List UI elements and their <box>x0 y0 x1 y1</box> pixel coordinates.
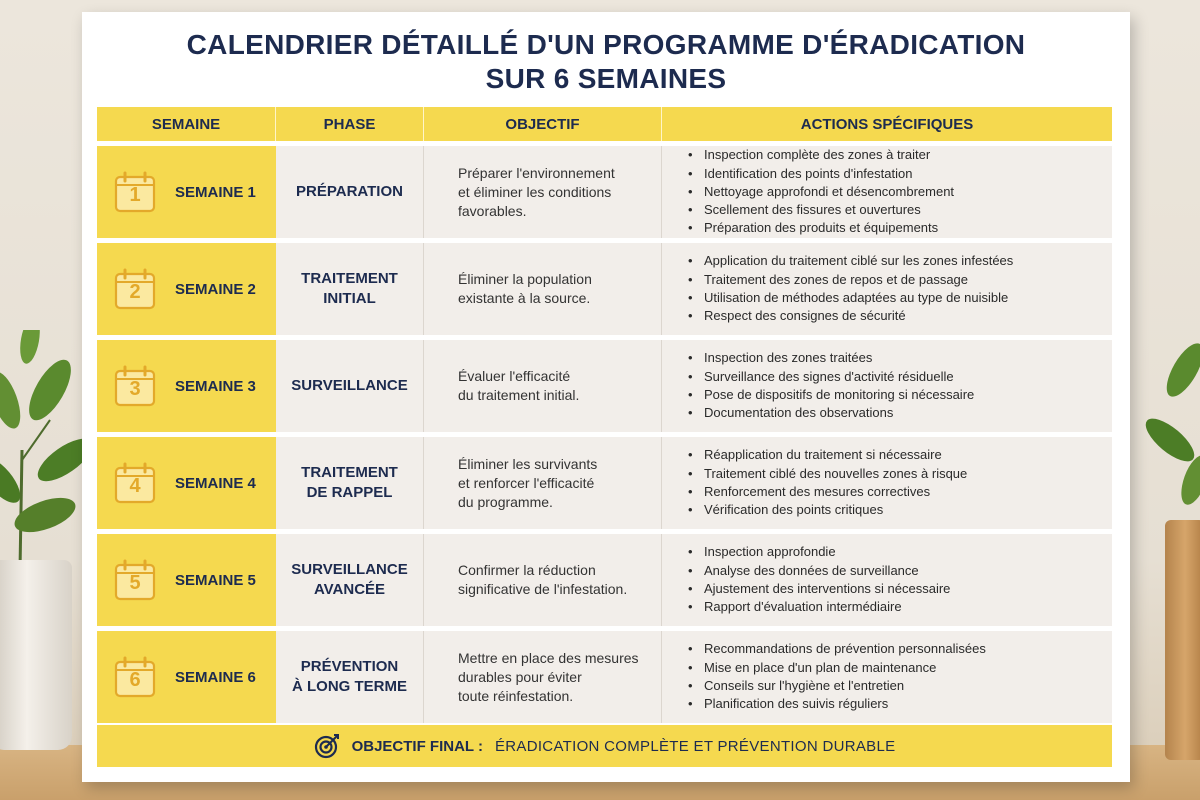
action-item: • Scellement des fissures et ouvertures <box>688 201 954 219</box>
final-objective-text: ÉRADICATION COMPLÈTE ET PRÉVENTION DURABLE <box>494 737 896 755</box>
phase-cell <box>276 340 424 432</box>
action-item: • Recommandations de prévention personnalisées <box>688 640 986 658</box>
actions-list <box>688 446 967 519</box>
week-cell <box>97 631 276 723</box>
action-item: • Respect des consignes de sécurité <box>688 307 1013 325</box>
week-cell <box>97 437 276 529</box>
actions-list <box>688 252 1013 325</box>
table-row <box>97 340 1112 432</box>
action-item: • Utilisation de méthodes adaptées au type de nuisible <box>688 289 1013 307</box>
week-label: SEMAINE 5 <box>175 571 256 589</box>
phase-label: TRAITEMENT INITIAL <box>301 270 398 307</box>
header-semaine: SEMAINE <box>97 107 276 141</box>
action-item: • Conseils sur l'hygiène et l'entretien <box>688 677 986 695</box>
week-number: 1 <box>129 184 141 206</box>
header-actions: ACTIONS SPÉCIFIQUES <box>800 115 974 133</box>
action-item: • Préparation des produits et équipements <box>688 219 954 237</box>
calendar-icon <box>113 655 157 699</box>
action-item: • Documentation des observations <box>688 404 974 422</box>
actions-cell <box>662 437 1112 529</box>
header-objectif: OBJECTIF <box>424 107 662 141</box>
week-label: SEMAINE 2 <box>175 280 256 298</box>
calendar-icon <box>113 461 157 505</box>
calendar-icon <box>113 170 157 214</box>
actions-list <box>688 146 954 237</box>
objective-cell <box>424 146 662 238</box>
phase-label: SURVEILLANCE AVANCÉE <box>291 561 408 598</box>
week-label: SEMAINE 6 <box>175 668 256 686</box>
objective-cell <box>424 340 662 432</box>
action-item: • Rapport d'évaluation intermédiaire <box>688 598 950 616</box>
header-phase: PHASE <box>276 107 424 141</box>
week-label: SEMAINE 3 <box>175 377 256 395</box>
phase-label: PRÉVENTION À LONG TERME <box>292 658 407 695</box>
action-item: • Ajustement des interventions si nécessaire <box>688 580 950 598</box>
actions-cell <box>662 340 1112 432</box>
objective-cell <box>424 437 662 529</box>
page-title <box>82 28 1130 96</box>
action-item: • Planification des suivis réguliers <box>688 695 986 713</box>
phase-cell <box>276 146 424 238</box>
action-item: • Renforcement des mesures correctives <box>688 483 967 501</box>
phase-cell <box>276 631 424 723</box>
action-item: • Surveillance des signes d'activité résiduelle <box>688 368 974 386</box>
action-item: • Application du traitement ciblé sur les zones infestées <box>688 252 1013 270</box>
objective-cell <box>424 243 662 335</box>
phase-cell <box>276 437 424 529</box>
actions-cell <box>662 243 1112 335</box>
actions-list <box>688 640 986 713</box>
actions-list <box>688 349 974 422</box>
objective-cell <box>424 631 662 723</box>
table-body <box>97 146 1112 723</box>
action-item: • Inspection des zones traitées <box>688 349 974 367</box>
title-line-2: SUR 6 SEMAINES <box>485 63 727 94</box>
final-objective-banner <box>97 725 1112 767</box>
objective-text: Éliminer les survivants et renforcer l'efficacité du programme. <box>458 455 598 510</box>
calendar-icon <box>113 558 157 602</box>
action-item: • Identification des points d'infestation <box>688 165 954 183</box>
flower-pot-right <box>1165 520 1200 760</box>
schedule-table <box>97 107 1112 719</box>
calendar-icon <box>113 364 157 408</box>
week-number: 2 <box>129 281 141 303</box>
week-number: 5 <box>129 572 141 594</box>
objective-text: Confirmer la réduction significative de l'infestation. <box>458 562 628 597</box>
calendar-icon <box>113 267 157 311</box>
action-item: • Vérification des points critiques <box>688 501 967 519</box>
table-row <box>97 534 1112 626</box>
objective-text: Évaluer l'efficacité du traitement initial. <box>458 368 580 403</box>
target-icon <box>314 733 340 759</box>
table-row <box>97 631 1112 723</box>
final-objective-label: OBJECTIF FINAL : <box>351 737 483 755</box>
week-number: 6 <box>129 669 141 691</box>
action-item: • Inspection approfondie <box>688 543 950 561</box>
actions-cell <box>662 146 1112 238</box>
action-item: • Inspection complète des zones à traiter <box>688 146 954 164</box>
phase-cell <box>276 534 424 626</box>
table-header <box>97 107 1112 141</box>
flower-pot-left <box>0 560 72 750</box>
action-item: • Pose de dispositifs de monitoring si nécessaire <box>688 386 974 404</box>
week-cell <box>97 534 276 626</box>
week-label: SEMAINE 1 <box>175 183 256 201</box>
week-label: SEMAINE 4 <box>175 474 256 492</box>
objective-cell <box>424 534 662 626</box>
table-row <box>97 146 1112 238</box>
action-item: • Traitement des zones de repos et de passage <box>688 271 1013 289</box>
action-item: • Mise en place d'un plan de maintenance <box>688 659 986 677</box>
action-item: • Traitement ciblé des nouvelles zones à risque <box>688 465 967 483</box>
title-line-1: CALENDRIER DÉTAILLÉ D'UN PROGRAMME D'ÉRADICATION <box>186 29 1026 60</box>
phase-label: SURVEILLANCE <box>291 377 408 394</box>
week-number: 4 <box>129 475 141 497</box>
action-item: • Réapplication du traitement si nécessaire <box>688 446 967 464</box>
week-number: 3 <box>129 378 141 400</box>
objective-text: Préparer l'environnement et éliminer les conditions favorables. <box>458 164 615 219</box>
poster-board <box>82 12 1130 782</box>
phase-cell <box>276 243 424 335</box>
week-cell <box>97 340 276 432</box>
week-cell <box>97 243 276 335</box>
actions-cell <box>662 534 1112 626</box>
action-item: • Nettoyage approfondi et désencombrement <box>688 183 954 201</box>
week-cell <box>97 146 276 238</box>
action-item: • Analyse des données de surveillance <box>688 562 950 580</box>
phase-label: PRÉPARATION <box>296 183 403 200</box>
objective-text: Mettre en place des mesures durables pour éviter toute réinfestation. <box>458 649 639 704</box>
table-row <box>97 437 1112 529</box>
table-row <box>97 243 1112 335</box>
actions-list <box>688 543 950 616</box>
actions-cell <box>662 631 1112 723</box>
objective-text: Éliminer la population existante à la source. <box>458 271 592 306</box>
phase-label: TRAITEMENT DE RAPPEL <box>301 464 398 501</box>
